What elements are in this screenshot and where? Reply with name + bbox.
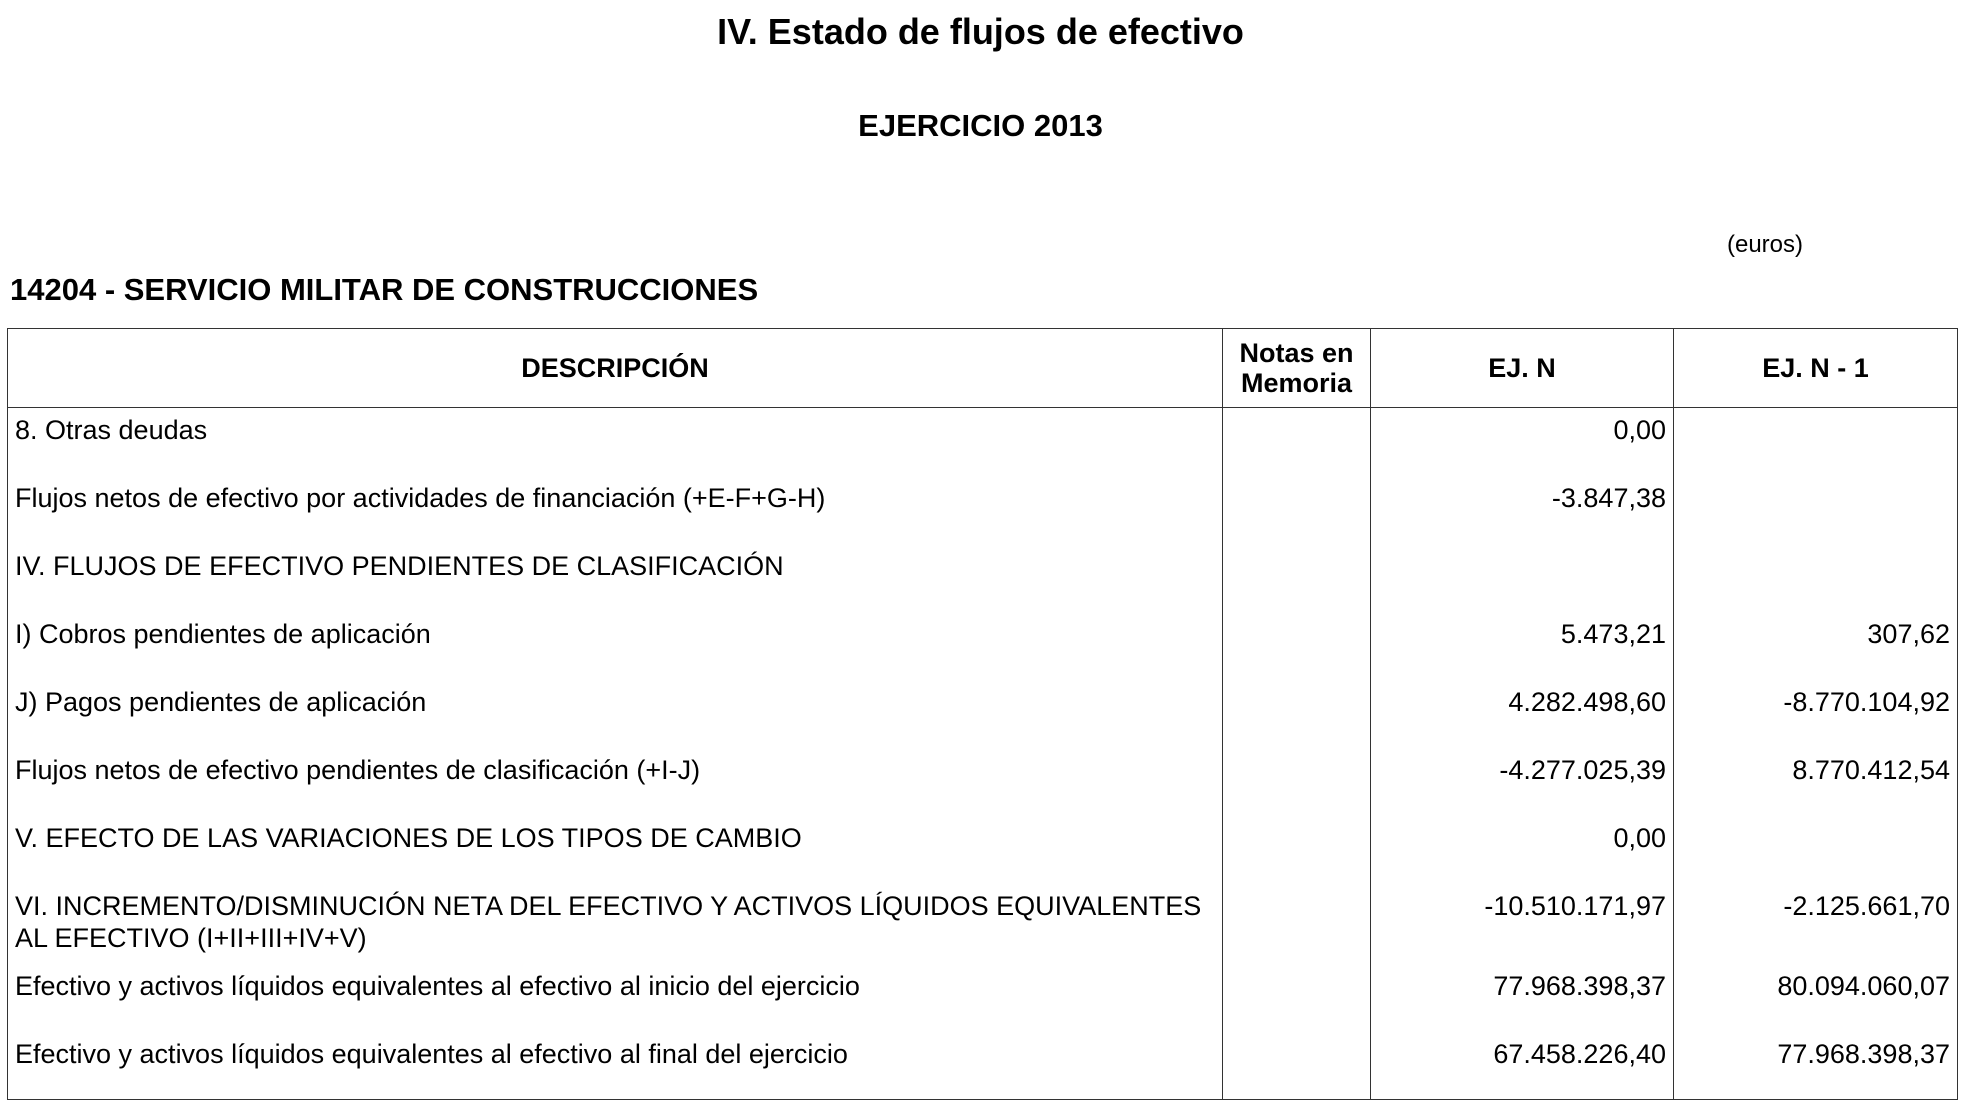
header-notes: Notas en Memoria [1223, 329, 1371, 408]
row-previous-value: 77.968.398,37 [1674, 1032, 1958, 1100]
table-row [8, 680, 1958, 748]
row-current-value: -10.510.171,97 [1371, 884, 1674, 964]
row-description: Flujos netos de efectivo pendientes de clasificación (+I-J) [8, 748, 1223, 816]
entity-heading: 14204 - SERVICIO MILITAR DE CONSTRUCCIONES [10, 272, 759, 307]
row-description: J) Pagos pendientes de aplicación [8, 680, 1223, 748]
row-current-value: 67.458.226,40 [1371, 1032, 1674, 1100]
row-notes [1223, 1032, 1371, 1100]
table-row [8, 884, 1958, 964]
row-previous-value [1674, 544, 1958, 612]
row-description: VI. INCREMENTO/DISMINUCIÓN NETA DEL EFECTIVO Y ACTIVOS LÍQUIDOS EQUIVALENTES AL EFECTIVO (I+II+III+IV+V) [8, 884, 1223, 964]
row-previous-value: 80.094.060,07 [1674, 964, 1958, 1032]
page-title: IV. Estado de flujos de efectivo [717, 11, 1244, 52]
table-row [8, 964, 1958, 1032]
row-previous-value: 8.770.412,54 [1674, 748, 1958, 816]
table-row [8, 476, 1958, 544]
row-current-value: 4.282.498,60 [1371, 680, 1674, 748]
table-row [8, 816, 1958, 884]
row-notes [1223, 680, 1371, 748]
row-notes [1223, 964, 1371, 1032]
row-notes [1223, 408, 1371, 476]
row-previous-value [1674, 816, 1958, 884]
row-previous-value: -2.125.661,70 [1674, 884, 1958, 964]
row-previous-value: 307,62 [1674, 612, 1958, 680]
row-current-value: 0,00 [1371, 408, 1674, 476]
row-current-value: 5.473,21 [1371, 612, 1674, 680]
row-notes [1223, 612, 1371, 680]
table-row [8, 408, 1958, 476]
row-description: Flujos netos de efectivo por actividades de financiación (+E-F+G-H) [8, 476, 1223, 544]
table-row [8, 1032, 1958, 1100]
row-notes [1223, 816, 1371, 884]
cash-flow-table [7, 328, 1958, 1100]
table-row [8, 748, 1958, 816]
row-description: Efectivo y activos líquidos equivalentes al efectivo al inicio del ejercicio [8, 964, 1223, 1032]
header-previous-year: EJ. N - 1 [1674, 329, 1958, 408]
table-row [8, 612, 1958, 680]
row-description: I) Cobros pendientes de aplicación [8, 612, 1223, 680]
header-current-year: EJ. N [1371, 329, 1674, 408]
row-notes [1223, 476, 1371, 544]
row-current-value [1371, 544, 1674, 612]
row-notes [1223, 884, 1371, 964]
row-current-value: -4.277.025,39 [1371, 748, 1674, 816]
row-description: Efectivo y activos líquidos equivalentes al efectivo al final del ejercicio [8, 1032, 1223, 1100]
row-previous-value [1674, 476, 1958, 544]
row-notes [1223, 544, 1371, 612]
table-header-row [8, 329, 1958, 408]
row-current-value: -3.847,38 [1371, 476, 1674, 544]
row-current-value: 0,00 [1371, 816, 1674, 884]
row-description: IV. FLUJOS DE EFECTIVO PENDIENTES DE CLASIFICACIÓN [8, 544, 1223, 612]
row-previous-value: -8.770.104,92 [1674, 680, 1958, 748]
row-previous-value [1674, 408, 1958, 476]
row-description: 8. Otras deudas [8, 408, 1223, 476]
row-description: V. EFECTO DE LAS VARIACIONES DE LOS TIPOS DE CAMBIO [8, 816, 1223, 884]
table-row [8, 544, 1958, 612]
currency-units-label: (euros) [1726, 231, 1804, 258]
fiscal-year-subtitle: EJERCICIO 2013 [858, 108, 1103, 143]
header-description: DESCRIPCIÓN [8, 329, 1223, 408]
row-notes [1223, 748, 1371, 816]
row-current-value: 77.968.398,37 [1371, 964, 1674, 1032]
